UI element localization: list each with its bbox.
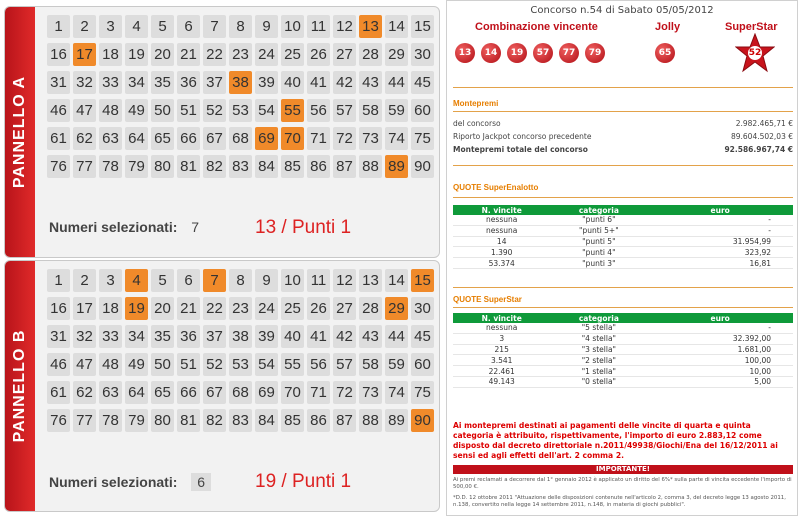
number-cell[interactable]: 24 bbox=[255, 43, 278, 66]
number-cell[interactable]: 81 bbox=[177, 409, 200, 432]
number-cell[interactable]: 27 bbox=[333, 43, 356, 66]
number-cell[interactable]: 12 bbox=[333, 269, 356, 292]
table-cell: 16,81 bbox=[647, 258, 793, 269]
number-cell[interactable]: 70 bbox=[281, 381, 304, 404]
table-row bbox=[453, 225, 793, 236]
number-cell[interactable]: 53 bbox=[229, 353, 252, 376]
number-cell[interactable]: 40 bbox=[281, 325, 304, 348]
table-cell: 100,00 bbox=[647, 355, 793, 366]
number-cell[interactable]: 77 bbox=[73, 409, 96, 432]
table-row bbox=[453, 376, 793, 387]
panel-a-side-label: PANNELLO A bbox=[5, 7, 35, 257]
number-cell[interactable]: 39 bbox=[255, 71, 278, 94]
number-cell[interactable]: 67 bbox=[203, 127, 226, 150]
table-row bbox=[453, 247, 793, 258]
table-cell: 32.392,00 bbox=[647, 333, 793, 344]
number-cell[interactable]: 1 bbox=[47, 269, 70, 292]
number-cell[interactable]: 76 bbox=[47, 155, 70, 178]
number-cell[interactable]: 5 bbox=[151, 15, 174, 38]
column-header: euro bbox=[647, 313, 793, 323]
number-cell[interactable]: 63 bbox=[99, 127, 122, 150]
column-header: categoria bbox=[550, 313, 647, 323]
number-cell[interactable]: 52 bbox=[203, 353, 226, 376]
number-cell-selected[interactable]: 4 bbox=[125, 269, 148, 292]
number-cell[interactable]: 60 bbox=[411, 99, 434, 122]
number-cell[interactable]: 15 bbox=[411, 15, 434, 38]
number-cell[interactable]: 56 bbox=[307, 99, 330, 122]
montepremi-row: Riporto Jackpot concorso precedente 89.604.502,03 € bbox=[453, 132, 793, 141]
number-cell[interactable]: 25 bbox=[281, 43, 304, 66]
number-cell[interactable]: 82 bbox=[203, 155, 226, 178]
number-cell[interactable]: 67 bbox=[203, 381, 226, 404]
table-cell: "punti 3" bbox=[550, 258, 647, 269]
number-cell[interactable]: 39 bbox=[255, 325, 278, 348]
number-cell[interactable]: 73 bbox=[359, 127, 382, 150]
divider bbox=[453, 197, 793, 198]
number-cell[interactable]: 20 bbox=[151, 297, 174, 320]
number-cell-selected[interactable]: 69 bbox=[255, 127, 278, 150]
number-cell[interactable]: 48 bbox=[99, 99, 122, 122]
number-cell[interactable]: 57 bbox=[333, 99, 356, 122]
number-cell[interactable]: 90 bbox=[411, 155, 434, 178]
panel-a bbox=[4, 6, 440, 258]
number-cell[interactable]: 9 bbox=[255, 269, 278, 292]
number-cell[interactable]: 72 bbox=[333, 381, 356, 404]
number-cell[interactable]: 62 bbox=[73, 381, 96, 404]
number-cell[interactable]: 51 bbox=[177, 353, 200, 376]
number-cell[interactable]: 6 bbox=[177, 15, 200, 38]
number-cell[interactable]: 46 bbox=[47, 99, 70, 122]
number-cell[interactable]: 68 bbox=[229, 127, 252, 150]
number-cell[interactable]: 86 bbox=[307, 155, 330, 178]
selected-count: 6 bbox=[191, 473, 211, 491]
number-cell[interactable]: 55 bbox=[281, 353, 304, 376]
selected-count-row-a bbox=[49, 219, 199, 235]
number-cell[interactable]: 74 bbox=[385, 127, 408, 150]
number-cell[interactable]: 50 bbox=[151, 99, 174, 122]
number-cell[interactable]: 22 bbox=[203, 297, 226, 320]
number-cell[interactable]: 41 bbox=[307, 325, 330, 348]
number-cell[interactable]: 37 bbox=[203, 71, 226, 94]
number-cell-selected[interactable]: 19 bbox=[125, 297, 148, 320]
number-cell[interactable]: 61 bbox=[47, 127, 70, 150]
important-banner: IMPORTANTE! bbox=[453, 465, 793, 474]
combinazione-label: Combinazione vincente bbox=[475, 21, 598, 33]
number-cell[interactable]: 43 bbox=[359, 71, 382, 94]
number-cell[interactable]: 83 bbox=[229, 409, 252, 432]
number-cell[interactable]: 87 bbox=[333, 155, 356, 178]
table-cell: - bbox=[647, 323, 793, 333]
number-cell[interactable]: 16 bbox=[47, 297, 70, 320]
number-cell[interactable]: 72 bbox=[333, 127, 356, 150]
number-cell[interactable]: 73 bbox=[359, 381, 382, 404]
table-cell: 1.390 bbox=[453, 247, 550, 258]
number-cell[interactable]: 49 bbox=[125, 99, 148, 122]
table-row bbox=[453, 258, 793, 269]
number-cell[interactable]: 30 bbox=[411, 297, 434, 320]
column-header: euro bbox=[647, 205, 793, 215]
number-cell[interactable]: 27 bbox=[333, 297, 356, 320]
number-cell[interactable]: 42 bbox=[333, 71, 356, 94]
number-cell[interactable]: 34 bbox=[125, 325, 148, 348]
number-cell-selected[interactable]: 55 bbox=[281, 99, 304, 122]
table-row bbox=[453, 366, 793, 377]
number-cell[interactable]: 89 bbox=[385, 409, 408, 432]
number-cell[interactable]: 77 bbox=[73, 155, 96, 178]
table-cell: "2 stella" bbox=[550, 355, 647, 366]
number-cell-selected[interactable]: 38 bbox=[229, 71, 252, 94]
number-cell[interactable]: 23 bbox=[229, 297, 252, 320]
table-cell: 323,92 bbox=[647, 247, 793, 258]
number-cell[interactable]: 64 bbox=[125, 127, 148, 150]
panel-b-side-label: PANNELLO B bbox=[5, 261, 35, 511]
montepremi-row: del concorso 2.982.465,71 € bbox=[453, 119, 793, 128]
number-cell[interactable]: 52 bbox=[203, 99, 226, 122]
table-cell: "punti 5" bbox=[550, 236, 647, 247]
divider bbox=[453, 165, 793, 166]
number-cell[interactable]: 78 bbox=[99, 155, 122, 178]
winning-ball: 13 bbox=[455, 43, 475, 63]
number-cell[interactable]: 1 bbox=[47, 15, 70, 38]
number-cell[interactable]: 80 bbox=[151, 409, 174, 432]
number-cell[interactable]: 11 bbox=[307, 15, 330, 38]
number-cell-selected[interactable]: 90 bbox=[411, 409, 434, 432]
table-cell: - bbox=[647, 215, 793, 225]
number-cell[interactable]: 7 bbox=[203, 15, 226, 38]
number-cell[interactable]: 78 bbox=[99, 409, 122, 432]
number-cell[interactable]: 16 bbox=[47, 43, 70, 66]
number-cell[interactable]: 4 bbox=[125, 15, 148, 38]
table-cell: 14 bbox=[453, 236, 550, 247]
number-cell[interactable]: 26 bbox=[307, 297, 330, 320]
table-row bbox=[453, 333, 793, 344]
number-cell[interactable]: 26 bbox=[307, 43, 330, 66]
montepremi-note: Ai montepremi destinati ai pagamenti delle vincite di quarta e quinta categoria è attribuito, rispettivamente, l'importo di euro 2.883,12 come disposto dal decreto direttoriale n.2011/49938/Giochi/Ena del 16/12/2011 ai sensi ed agli effetti dell'art. 2 comma 2. bbox=[453, 421, 778, 460]
number-cell[interactable]: 62 bbox=[73, 127, 96, 150]
number-cell[interactable]: 30 bbox=[411, 43, 434, 66]
table-cell: 10,00 bbox=[647, 366, 793, 377]
table-cell: 22.461 bbox=[453, 366, 550, 377]
number-cell-selected[interactable]: 70 bbox=[281, 127, 304, 150]
draw-title: Concorso n.54 di Sabato 05/05/2012 bbox=[530, 5, 714, 16]
result-b: 19 / Punti 1 bbox=[255, 471, 352, 492]
table-cell: "punti 5+" bbox=[550, 225, 647, 236]
number-cell[interactable]: 65 bbox=[151, 127, 174, 150]
number-cell[interactable]: 24 bbox=[255, 297, 278, 320]
table-cell: - bbox=[647, 225, 793, 236]
number-cell[interactable]: 29 bbox=[385, 43, 408, 66]
number-cell[interactable]: 45 bbox=[411, 71, 434, 94]
number-cell[interactable]: 83 bbox=[229, 155, 252, 178]
number-cell[interactable]: 35 bbox=[151, 325, 174, 348]
number-cell[interactable]: 22 bbox=[203, 43, 226, 66]
number-cell[interactable]: 12 bbox=[333, 15, 356, 38]
number-cell-selected[interactable]: 15 bbox=[411, 269, 434, 292]
table-cell: "0 stella" bbox=[550, 376, 647, 387]
table-row bbox=[453, 215, 793, 225]
selected-label: Numeri selezionati: bbox=[49, 219, 178, 235]
number-grid-a bbox=[47, 15, 434, 178]
table-cell: "3 stella" bbox=[550, 344, 647, 355]
number-cell[interactable]: 18 bbox=[99, 297, 122, 320]
table-cell: 53.374 bbox=[453, 258, 550, 269]
number-cell[interactable]: 6 bbox=[177, 269, 200, 292]
table-cell: "1 stella" bbox=[550, 366, 647, 377]
table-row bbox=[453, 344, 793, 355]
table-row bbox=[453, 236, 793, 247]
number-cell[interactable]: 88 bbox=[359, 155, 382, 178]
table-cell: "punti 6" bbox=[550, 215, 647, 225]
number-cell[interactable]: 43 bbox=[359, 325, 382, 348]
number-cell[interactable]: 34 bbox=[125, 71, 148, 94]
number-cell[interactable]: 13 bbox=[359, 269, 382, 292]
number-cell[interactable]: 18 bbox=[99, 43, 122, 66]
number-cell[interactable]: 76 bbox=[47, 409, 70, 432]
panel-b bbox=[4, 260, 440, 512]
table-cell: 49.143 bbox=[453, 376, 550, 387]
number-cell[interactable]: 8 bbox=[229, 269, 252, 292]
number-cell[interactable]: 48 bbox=[99, 353, 122, 376]
number-cell[interactable]: 65 bbox=[151, 381, 174, 404]
table-cell: 215 bbox=[453, 344, 550, 355]
number-cell[interactable]: 21 bbox=[177, 43, 200, 66]
number-cell[interactable]: 71 bbox=[307, 127, 330, 150]
fine-print-footnote: *D.D. 12 ottobre 2011 "Attuazione delle disposizioni contenute nell'articolo 2, comma 3, del decreto legge 13 agosto 2011, n.138, convertito nella legge 14 settembre 2011, n.148, in materia di giochi pubblici". bbox=[453, 495, 786, 508]
number-cell[interactable]: 68 bbox=[229, 381, 252, 404]
number-cell[interactable]: 54 bbox=[255, 99, 278, 122]
result-a: 13 / Punti 1 bbox=[255, 217, 352, 238]
winning-ball: 14 bbox=[481, 43, 501, 63]
number-cell[interactable]: 50 bbox=[151, 353, 174, 376]
number-cell[interactable]: 25 bbox=[281, 297, 304, 320]
number-cell[interactable]: 79 bbox=[125, 409, 148, 432]
number-cell[interactable]: 59 bbox=[385, 353, 408, 376]
winning-ball: 57 bbox=[533, 43, 553, 63]
divider bbox=[453, 307, 793, 308]
number-cell[interactable]: 10 bbox=[281, 15, 304, 38]
number-cell[interactable]: 28 bbox=[359, 297, 382, 320]
column-header: N. vincite bbox=[453, 313, 550, 323]
quote-superenalotto-table bbox=[453, 205, 793, 269]
number-cell[interactable]: 17 bbox=[73, 297, 96, 320]
winning-ball: 79 bbox=[585, 43, 605, 63]
number-cell[interactable]: 20 bbox=[151, 43, 174, 66]
number-cell[interactable]: 44 bbox=[385, 325, 408, 348]
number-cell[interactable]: 61 bbox=[47, 381, 70, 404]
number-cell[interactable]: 81 bbox=[177, 155, 200, 178]
number-cell[interactable]: 28 bbox=[359, 43, 382, 66]
number-cell[interactable]: 69 bbox=[255, 381, 278, 404]
number-cell[interactable]: 53 bbox=[229, 99, 252, 122]
number-cell[interactable]: 33 bbox=[99, 71, 122, 94]
number-cell[interactable]: 8 bbox=[229, 15, 252, 38]
number-cell-selected[interactable]: 13 bbox=[359, 15, 382, 38]
number-cell-selected[interactable]: 7 bbox=[203, 269, 226, 292]
column-header: categoria bbox=[550, 205, 647, 215]
fine-print: Ai premi reclamati a decorrere dal 1° gennaio 2012 è applicato un diritto del 6%* sulla parte di vincita eccedente l'importo di 500,00 €. bbox=[453, 477, 792, 490]
number-cell[interactable]: 66 bbox=[177, 381, 200, 404]
number-cell[interactable]: 46 bbox=[47, 353, 70, 376]
jolly-label: Jolly bbox=[655, 21, 681, 33]
number-cell[interactable]: 80 bbox=[151, 155, 174, 178]
number-cell[interactable]: 21 bbox=[177, 297, 200, 320]
number-cell[interactable]: 84 bbox=[255, 155, 278, 178]
number-cell[interactable]: 3 bbox=[99, 269, 122, 292]
selected-count-row-b bbox=[49, 473, 211, 491]
number-cell[interactable]: 11 bbox=[307, 269, 330, 292]
number-cell[interactable]: 51 bbox=[177, 99, 200, 122]
winning-ball: 77 bbox=[559, 43, 579, 63]
number-cell[interactable]: 5 bbox=[151, 269, 174, 292]
number-cell[interactable]: 64 bbox=[125, 381, 148, 404]
quote-superenalotto-heading: QUOTE SuperEnalotto bbox=[453, 183, 539, 192]
superstar-icon: 52 bbox=[735, 33, 775, 73]
superstar-label: SuperStar bbox=[725, 21, 778, 33]
number-cell[interactable]: 31 bbox=[47, 325, 70, 348]
table-row bbox=[453, 355, 793, 366]
number-cell[interactable]: 41 bbox=[307, 71, 330, 94]
number-cell[interactable]: 47 bbox=[73, 353, 96, 376]
number-cell[interactable]: 37 bbox=[203, 325, 226, 348]
divider bbox=[453, 287, 793, 288]
number-cell[interactable]: 75 bbox=[411, 381, 434, 404]
number-cell[interactable]: 14 bbox=[385, 269, 408, 292]
number-cell[interactable]: 2 bbox=[73, 15, 96, 38]
number-cell[interactable]: 75 bbox=[411, 127, 434, 150]
table-cell: nessuna bbox=[453, 323, 550, 333]
number-cell[interactable]: 2 bbox=[73, 269, 96, 292]
number-cell[interactable]: 85 bbox=[281, 409, 304, 432]
number-cell[interactable]: 33 bbox=[99, 325, 122, 348]
table-cell: 3.541 bbox=[453, 355, 550, 366]
number-cell[interactable]: 79 bbox=[125, 155, 148, 178]
table-cell: 31.954,99 bbox=[647, 236, 793, 247]
number-cell[interactable]: 38 bbox=[229, 325, 252, 348]
number-cell[interactable]: 87 bbox=[333, 409, 356, 432]
column-header: N. vincite bbox=[453, 205, 550, 215]
number-cell[interactable]: 32 bbox=[73, 325, 96, 348]
montepremi-heading: Montepremi bbox=[453, 99, 499, 108]
number-cell[interactable]: 47 bbox=[73, 99, 96, 122]
number-cell[interactable]: 35 bbox=[151, 71, 174, 94]
number-cell[interactable]: 32 bbox=[73, 71, 96, 94]
number-cell[interactable]: 10 bbox=[281, 269, 304, 292]
selected-count: 7 bbox=[191, 219, 200, 235]
number-cell[interactable]: 58 bbox=[359, 353, 382, 376]
table-cell: 5,00 bbox=[647, 376, 793, 387]
number-cell[interactable]: 86 bbox=[307, 409, 330, 432]
table-cell: nessuna bbox=[453, 215, 550, 225]
number-cell[interactable]: 84 bbox=[255, 409, 278, 432]
number-cell[interactable]: 60 bbox=[411, 353, 434, 376]
number-cell[interactable]: 63 bbox=[99, 381, 122, 404]
number-cell[interactable]: 23 bbox=[229, 43, 252, 66]
table-cell: "4 stella" bbox=[550, 333, 647, 344]
divider bbox=[453, 111, 793, 112]
number-cell[interactable]: 85 bbox=[281, 155, 304, 178]
table-cell: "punti 4" bbox=[550, 247, 647, 258]
number-cell[interactable]: 58 bbox=[359, 99, 382, 122]
winning-ball: 19 bbox=[507, 43, 527, 63]
table-cell: 1.681,00 bbox=[647, 344, 793, 355]
quote-superstar-heading: QUOTE SuperStar bbox=[453, 295, 522, 304]
number-cell[interactable]: 19 bbox=[125, 43, 148, 66]
table-cell: nessuna bbox=[453, 225, 550, 236]
number-cell[interactable]: 36 bbox=[177, 71, 200, 94]
number-cell[interactable]: 40 bbox=[281, 71, 304, 94]
table-cell: "5 stella" bbox=[550, 323, 647, 333]
number-cell[interactable]: 36 bbox=[177, 325, 200, 348]
montepremi-total-row: Montepremi totale del concorso 92.586.967,74 € bbox=[453, 145, 793, 154]
number-cell[interactable]: 44 bbox=[385, 71, 408, 94]
number-cell[interactable]: 59 bbox=[385, 99, 408, 122]
number-cell[interactable]: 14 bbox=[385, 15, 408, 38]
table-row bbox=[453, 323, 793, 333]
number-cell[interactable]: 71 bbox=[307, 381, 330, 404]
number-cell[interactable]: 74 bbox=[385, 381, 408, 404]
number-cell[interactable]: 42 bbox=[333, 325, 356, 348]
number-cell[interactable]: 3 bbox=[99, 15, 122, 38]
number-cell[interactable]: 45 bbox=[411, 325, 434, 348]
number-cell[interactable]: 88 bbox=[359, 409, 382, 432]
number-cell[interactable]: 66 bbox=[177, 127, 200, 150]
number-cell[interactable]: 56 bbox=[307, 353, 330, 376]
number-cell[interactable]: 31 bbox=[47, 71, 70, 94]
number-cell[interactable]: 49 bbox=[125, 353, 148, 376]
number-cell-selected[interactable]: 17 bbox=[73, 43, 96, 66]
number-cell-selected[interactable]: 29 bbox=[385, 297, 408, 320]
divider bbox=[453, 87, 793, 88]
number-cell[interactable]: 9 bbox=[255, 15, 278, 38]
results-panel bbox=[446, 0, 798, 516]
number-cell[interactable]: 82 bbox=[203, 409, 226, 432]
number-cell[interactable]: 54 bbox=[255, 353, 278, 376]
number-cell[interactable]: 57 bbox=[333, 353, 356, 376]
table-cell: 3 bbox=[453, 333, 550, 344]
number-cell-selected[interactable]: 89 bbox=[385, 155, 408, 178]
selected-label: Numeri selezionati: bbox=[49, 474, 178, 490]
number-grid-b bbox=[47, 269, 434, 432]
jolly-ball: 65 bbox=[655, 43, 675, 63]
quote-superstar-table bbox=[453, 313, 793, 388]
